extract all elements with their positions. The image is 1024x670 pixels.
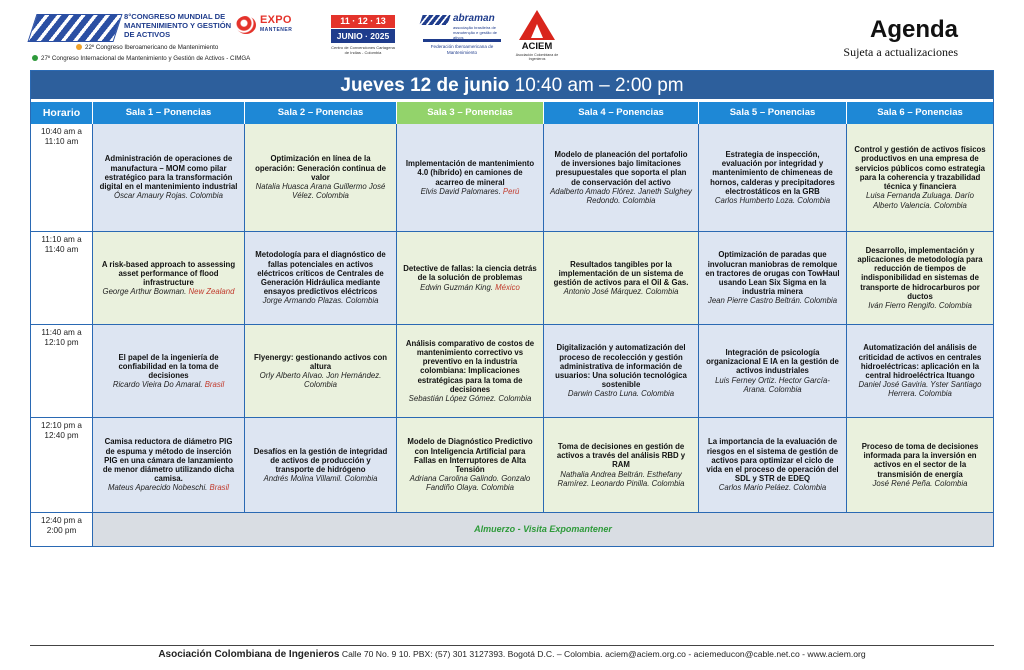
session-cell	[397, 418, 544, 513]
session-speaker-line	[403, 474, 537, 492]
session-title: Detective de fallas: la ciencia detrás de la solución de problemas	[403, 264, 537, 283]
session-country: Colombia	[345, 296, 379, 306]
aciem-name: ACIEM	[521, 41, 553, 52]
column-header-sala-3: Sala 3 – Ponencias	[397, 102, 544, 124]
session-speaker-line	[113, 380, 224, 389]
session-speaker: Carlos Mario Peláez.	[718, 483, 792, 493]
column-header-sala-4: Sala 4 – Ponencias	[544, 102, 699, 124]
session-country: Colombia	[344, 474, 378, 484]
session-cell	[93, 232, 245, 325]
session-speaker: Antonio José Márquez.	[563, 287, 644, 297]
time-slot: 12:10 pm a 12:40 pm	[31, 418, 93, 513]
session-country: Colombia	[315, 191, 349, 201]
session-speaker-line	[263, 296, 379, 305]
cmm-stripes-logo-mark	[27, 14, 122, 42]
session-country: Colombia	[641, 389, 675, 399]
session-country: México	[495, 282, 520, 292]
session-cell	[847, 418, 993, 513]
session-speaker-line	[264, 474, 378, 483]
session-country: Colombia	[933, 200, 967, 210]
session-speaker: Carlos Humberto Loza.	[714, 195, 796, 205]
page-title: Agenda	[869, 16, 958, 43]
column-header-sala-6: Sala 6 – Ponencias	[847, 102, 993, 124]
session-speaker: Mateus Aparecido Nobeschi.	[107, 483, 208, 493]
time-slot: 11:10 am a 11:40 am	[31, 232, 93, 325]
session-country: Colombia	[918, 389, 952, 399]
session-cell	[93, 325, 245, 418]
congress-ibero-text: 22º Congreso Iberoamericano de Mantenimiento	[85, 44, 219, 51]
session-title: Automatización del análisis de criticidad de activos en centrales hidroeléctricas: aplicación en la central hidroeléctrica Ituango	[858, 343, 982, 380]
column-header-horario: Horario	[31, 102, 93, 124]
session-title: Camisa reductora de diámetro PIG de espuma y método de inserción PIG en una cámara de lanzamiento de menor diámetro utilizando dicha camisa.	[102, 437, 235, 484]
column-header-sala-1: Sala 1 – Ponencias	[93, 102, 245, 124]
session-speaker: Natalia Huasca Arana Guillermo José Vélez.	[255, 182, 386, 201]
session-country: Colombia	[768, 384, 802, 394]
congreso-mundial-logo	[32, 10, 232, 44]
session-speaker: Daniel José Gaviria. Yster Santiago Herrera.	[858, 380, 982, 399]
session-title: Resultados tangibles por la implementación de un sistema de gestión de activos para el Oil & Gas.	[553, 259, 689, 287]
session-cell	[544, 418, 699, 513]
session-speaker-line	[719, 483, 826, 492]
session-speaker: Luisa Fernanda Zuluaga. Darío Alberto Valencia.	[866, 191, 974, 210]
session-cell	[847, 325, 993, 418]
session-title: Toma de decisiones en gestión de activos a través del análisis RBD y RAM	[556, 441, 686, 470]
session-title: Desarrollo, implementación y aplicaciones de metodología para reducción de tiempos de indisponibilidad en sistemas de transporte de hidrocarburos por ductos	[857, 245, 983, 301]
session-cell	[699, 232, 847, 325]
session-country: Colombia	[645, 287, 679, 297]
session-speaker-line	[550, 470, 692, 488]
session-speaker-line	[114, 191, 223, 200]
session-speaker-line	[568, 389, 674, 398]
session-country: Colombia	[934, 478, 968, 488]
page-subtitle: Sujeta a actualizaciones	[843, 45, 958, 59]
cimga-dot-icon	[32, 55, 38, 61]
session-cell	[245, 124, 397, 232]
expo-logo-title: EXPO	[260, 14, 292, 26]
session-country: Colombia	[498, 394, 532, 403]
session-speaker: Óscar Amaury Rojas.	[114, 191, 188, 201]
expo-swirl-icon	[236, 16, 256, 34]
session-speaker: Nathalia Andrea Beltrán. Esthefany Ramírez. Leonardo Pinilla.	[557, 469, 682, 488]
session-cell	[245, 232, 397, 325]
federacion-iberoamericana-text: Federación Iberoamericana de Mantenimiento	[423, 39, 501, 56]
day-banner	[31, 71, 993, 101]
ibero-dot-icon	[76, 44, 82, 50]
session-title: Administración de operaciones de manufactura – MOM como pilar estratégico para la transformación digital en el mantenimiento industrial	[99, 154, 238, 192]
session-speaker: Jorge Armando Plazas.	[262, 296, 344, 306]
session-cell	[699, 418, 847, 513]
column-header-sala-5: Sala 5 – Ponencias	[699, 102, 847, 124]
session-title: La importancia de la evaluación de riesgos en el sistema de gestión de activos para optimizar el ciclo de vida en el proceso de operación del SDL y STR de EDEQ	[706, 437, 839, 484]
page-header	[0, 0, 1024, 70]
session-speaker: Luis Ferney Ortiz. Hector García-Arana.	[715, 375, 830, 394]
session-country: Colombia	[622, 195, 656, 205]
session-title: Implementación de mantenimiento 4.0 (híbrido) en camiones de acarreo de mineral	[405, 159, 535, 187]
session-country: Colombia	[804, 296, 838, 306]
session-title: Metodología para el diagnóstico de fallas potenciales en activos eléctricos críticos de Centrales de Generación Hidráulica mediante ensayos predictivos eléctricos	[255, 250, 386, 297]
aciem-triangle-inner	[531, 24, 543, 38]
session-country: Brasil	[209, 483, 230, 493]
session-speaker: Iván Fierro Rengifo.	[868, 301, 937, 310]
session-speaker: Darwin Castro Luna.	[567, 389, 639, 399]
column-header-sala-2: Sala 2 – Ponencias	[245, 102, 397, 124]
session-speaker-line	[421, 187, 520, 196]
event-days: 11 · 12 · 13	[331, 15, 395, 28]
session-cell	[245, 418, 397, 513]
expo-logo-sub: MANTENER	[260, 27, 293, 33]
congress-line-cimga	[32, 55, 250, 62]
event-month: JUNIO · 2025	[331, 29, 395, 43]
session-country: Colombia	[938, 301, 972, 310]
session-cell	[847, 124, 993, 232]
session-title: El papel de la ingeniería de confiabilidad en la toma de decisiones	[118, 352, 219, 380]
time-slot: 10:40 am a 11:10 am	[31, 124, 93, 232]
time-slot-lunch: 12:40 pm a 2:00 pm	[31, 513, 93, 546]
session-title: A risk-based approach to assessing asset performance of flood infrastructure	[101, 259, 236, 287]
session-country: New Zealand	[188, 287, 235, 297]
agenda-table	[30, 70, 994, 547]
session-cell	[544, 232, 699, 325]
aciem-logo	[512, 10, 562, 62]
session-title: Proceso de toma de decisiones informada para la inversión en activos en el sector de la transmisión de energía	[861, 441, 979, 479]
session-speaker-line	[251, 371, 390, 389]
session-country: Perú	[502, 186, 520, 196]
session-speaker-line	[420, 283, 520, 292]
session-cell	[544, 124, 699, 232]
footer-divider	[30, 645, 994, 646]
footer-details: Calle 70 No. 9 10. PBX: (57) 301 3127393. Bogotá D.C. – Colombia. aciem@aciem.org.co - aciemeducon@cable.net.co - www.aciem.org	[341, 649, 866, 659]
session-country: Brasil	[204, 380, 225, 390]
session-title: Estrategia de inspección, evaluación por integridad y mantenimiento de chimeneas de hornos, calderas y precipitadores electrostáticos en la GRB	[710, 149, 835, 196]
aciem-sub: Asociación Colombiana de Ingenieros	[515, 53, 559, 61]
session-speaker-line	[251, 182, 390, 200]
day-time-range: 10:40 am – 2:00 pm	[514, 75, 684, 96]
session-title: Control y gestión de activos físicos productivos en una empresa de servicios públicos como estrategia para la coherencia y trazabilidad técnica y financiera	[854, 145, 986, 192]
session-speaker-line	[108, 483, 229, 492]
session-title: Modelo de Diagnóstico Predictivo con Inteligencia Artificial para Fallas en Interruptores de Alta Tensión	[407, 437, 533, 474]
session-speaker: Adriana Carolina Galindo. Gonzalo Fandiño Olaya.	[409, 474, 531, 493]
session-speaker: Ricardo Vieira Do Amaral.	[112, 380, 203, 390]
session-cell	[397, 325, 544, 418]
page-footer	[0, 649, 1024, 660]
session-cell	[699, 325, 847, 418]
cmm-logo-text: 8°CONGRESO MUNDIAL DE MANTENIMIENTO Y GESTIÓN DE ACTIVOS	[124, 12, 232, 39]
session-country: Colombia	[793, 483, 827, 493]
session-country: Colombia	[190, 191, 223, 201]
session-speaker: José René Peña.	[872, 478, 933, 488]
session-speaker: Edwin Guzmán King.	[420, 282, 493, 292]
session-country: Colombia	[481, 483, 514, 493]
day-label: Jueves 12 de junio	[340, 75, 510, 96]
session-cell	[397, 124, 544, 232]
lunch-break-cell	[93, 513, 993, 546]
session-speaker: George Arthur Bowman.	[102, 287, 187, 297]
session-title: Análisis comparativo de costos de mantenimiento correctivo vs preventivo en la industria colombiana: Implicaciones estratégicas para la toma de decisiones	[405, 338, 535, 394]
abraman-sub: associação brasileira de manutenção e gestão de ativos	[453, 25, 498, 40]
session-speaker-line	[550, 187, 692, 205]
session-title: Desafíos en la gestión de integridad de activos de producción y transporte de hidrógeno	[253, 446, 388, 474]
session-title: Modelo de planeación del portafolio de inversiones bajo limitaciones presupuestales que soporta el plan de conservación del activo	[554, 149, 688, 187]
abraman-name: abraman	[453, 13, 495, 24]
session-country: Colombia	[651, 478, 685, 488]
session-speaker: Jean Pierre Castro Beltrán.	[707, 296, 802, 306]
congress-line-ibero	[76, 44, 218, 51]
session-cell	[93, 418, 245, 513]
abraman-logo	[421, 14, 503, 60]
session-cell	[245, 325, 397, 418]
event-date-badge	[331, 15, 395, 55]
session-speaker: Elvis David Palomares.	[420, 186, 501, 196]
time-slot: 11:40 am a 12:10 pm	[31, 325, 93, 418]
footer-org: Asociación Colombiana de Ingenieros	[158, 649, 340, 660]
session-speaker-line	[564, 287, 679, 296]
session-speaker-line	[715, 196, 830, 205]
session-cell	[699, 124, 847, 232]
session-speaker-line	[873, 479, 968, 488]
session-speaker-line	[868, 301, 972, 310]
lunch-label: Almuerzo - Visita Expomantener	[474, 523, 612, 534]
session-cell	[93, 124, 245, 232]
session-speaker-line	[853, 380, 987, 398]
session-title: Integración de psicología organizacional E IA en la gestión de activos industriales	[706, 347, 839, 376]
session-cell	[847, 232, 993, 325]
session-country: Colombia	[304, 380, 337, 390]
session-title: Optimización en línea de la operación: Generación continua de valor	[255, 154, 386, 182]
event-venue: Centro de Convenciones Cartagena de Indias - Colombia	[331, 45, 395, 55]
session-speaker-line	[705, 376, 840, 394]
session-cell	[544, 325, 699, 418]
session-title: Flyenergy: gestionando activos con altura	[253, 352, 387, 371]
session-title: Digitalización y automatización del proceso de recolección y gestión administrativa de información de usuarios: Una solución tecnológica sostenible	[555, 343, 687, 390]
session-speaker-line	[103, 287, 235, 296]
session-cell	[397, 232, 544, 325]
session-speaker-line	[409, 394, 532, 403]
congress-cimga-text: 27º Congreso Internacional de Mantenimiento y Gestión de Activos - CIMGA	[41, 55, 251, 62]
session-speaker: Adalberto Amado Flórez. Janeth Sulghey Redondo.	[550, 186, 692, 205]
session-country: Colombia	[797, 195, 831, 205]
session-speaker-line	[853, 191, 987, 209]
session-speaker: Andrés Molina Villamil.	[263, 474, 343, 484]
session-title: Optimización de paradas que involucran maniobras de remolque en tractores de orugas con TowHaul usando Lean Six Sigma en la industria minera	[705, 250, 840, 297]
abraman-stripes-mark	[419, 15, 450, 25]
session-speaker: Orly Alberto Alvao. Jon Hernández.	[259, 371, 382, 380]
expomantener-logo	[236, 14, 314, 36]
session-speaker: Sebastián López Gómez.	[408, 394, 497, 403]
session-speaker-line	[708, 296, 837, 305]
